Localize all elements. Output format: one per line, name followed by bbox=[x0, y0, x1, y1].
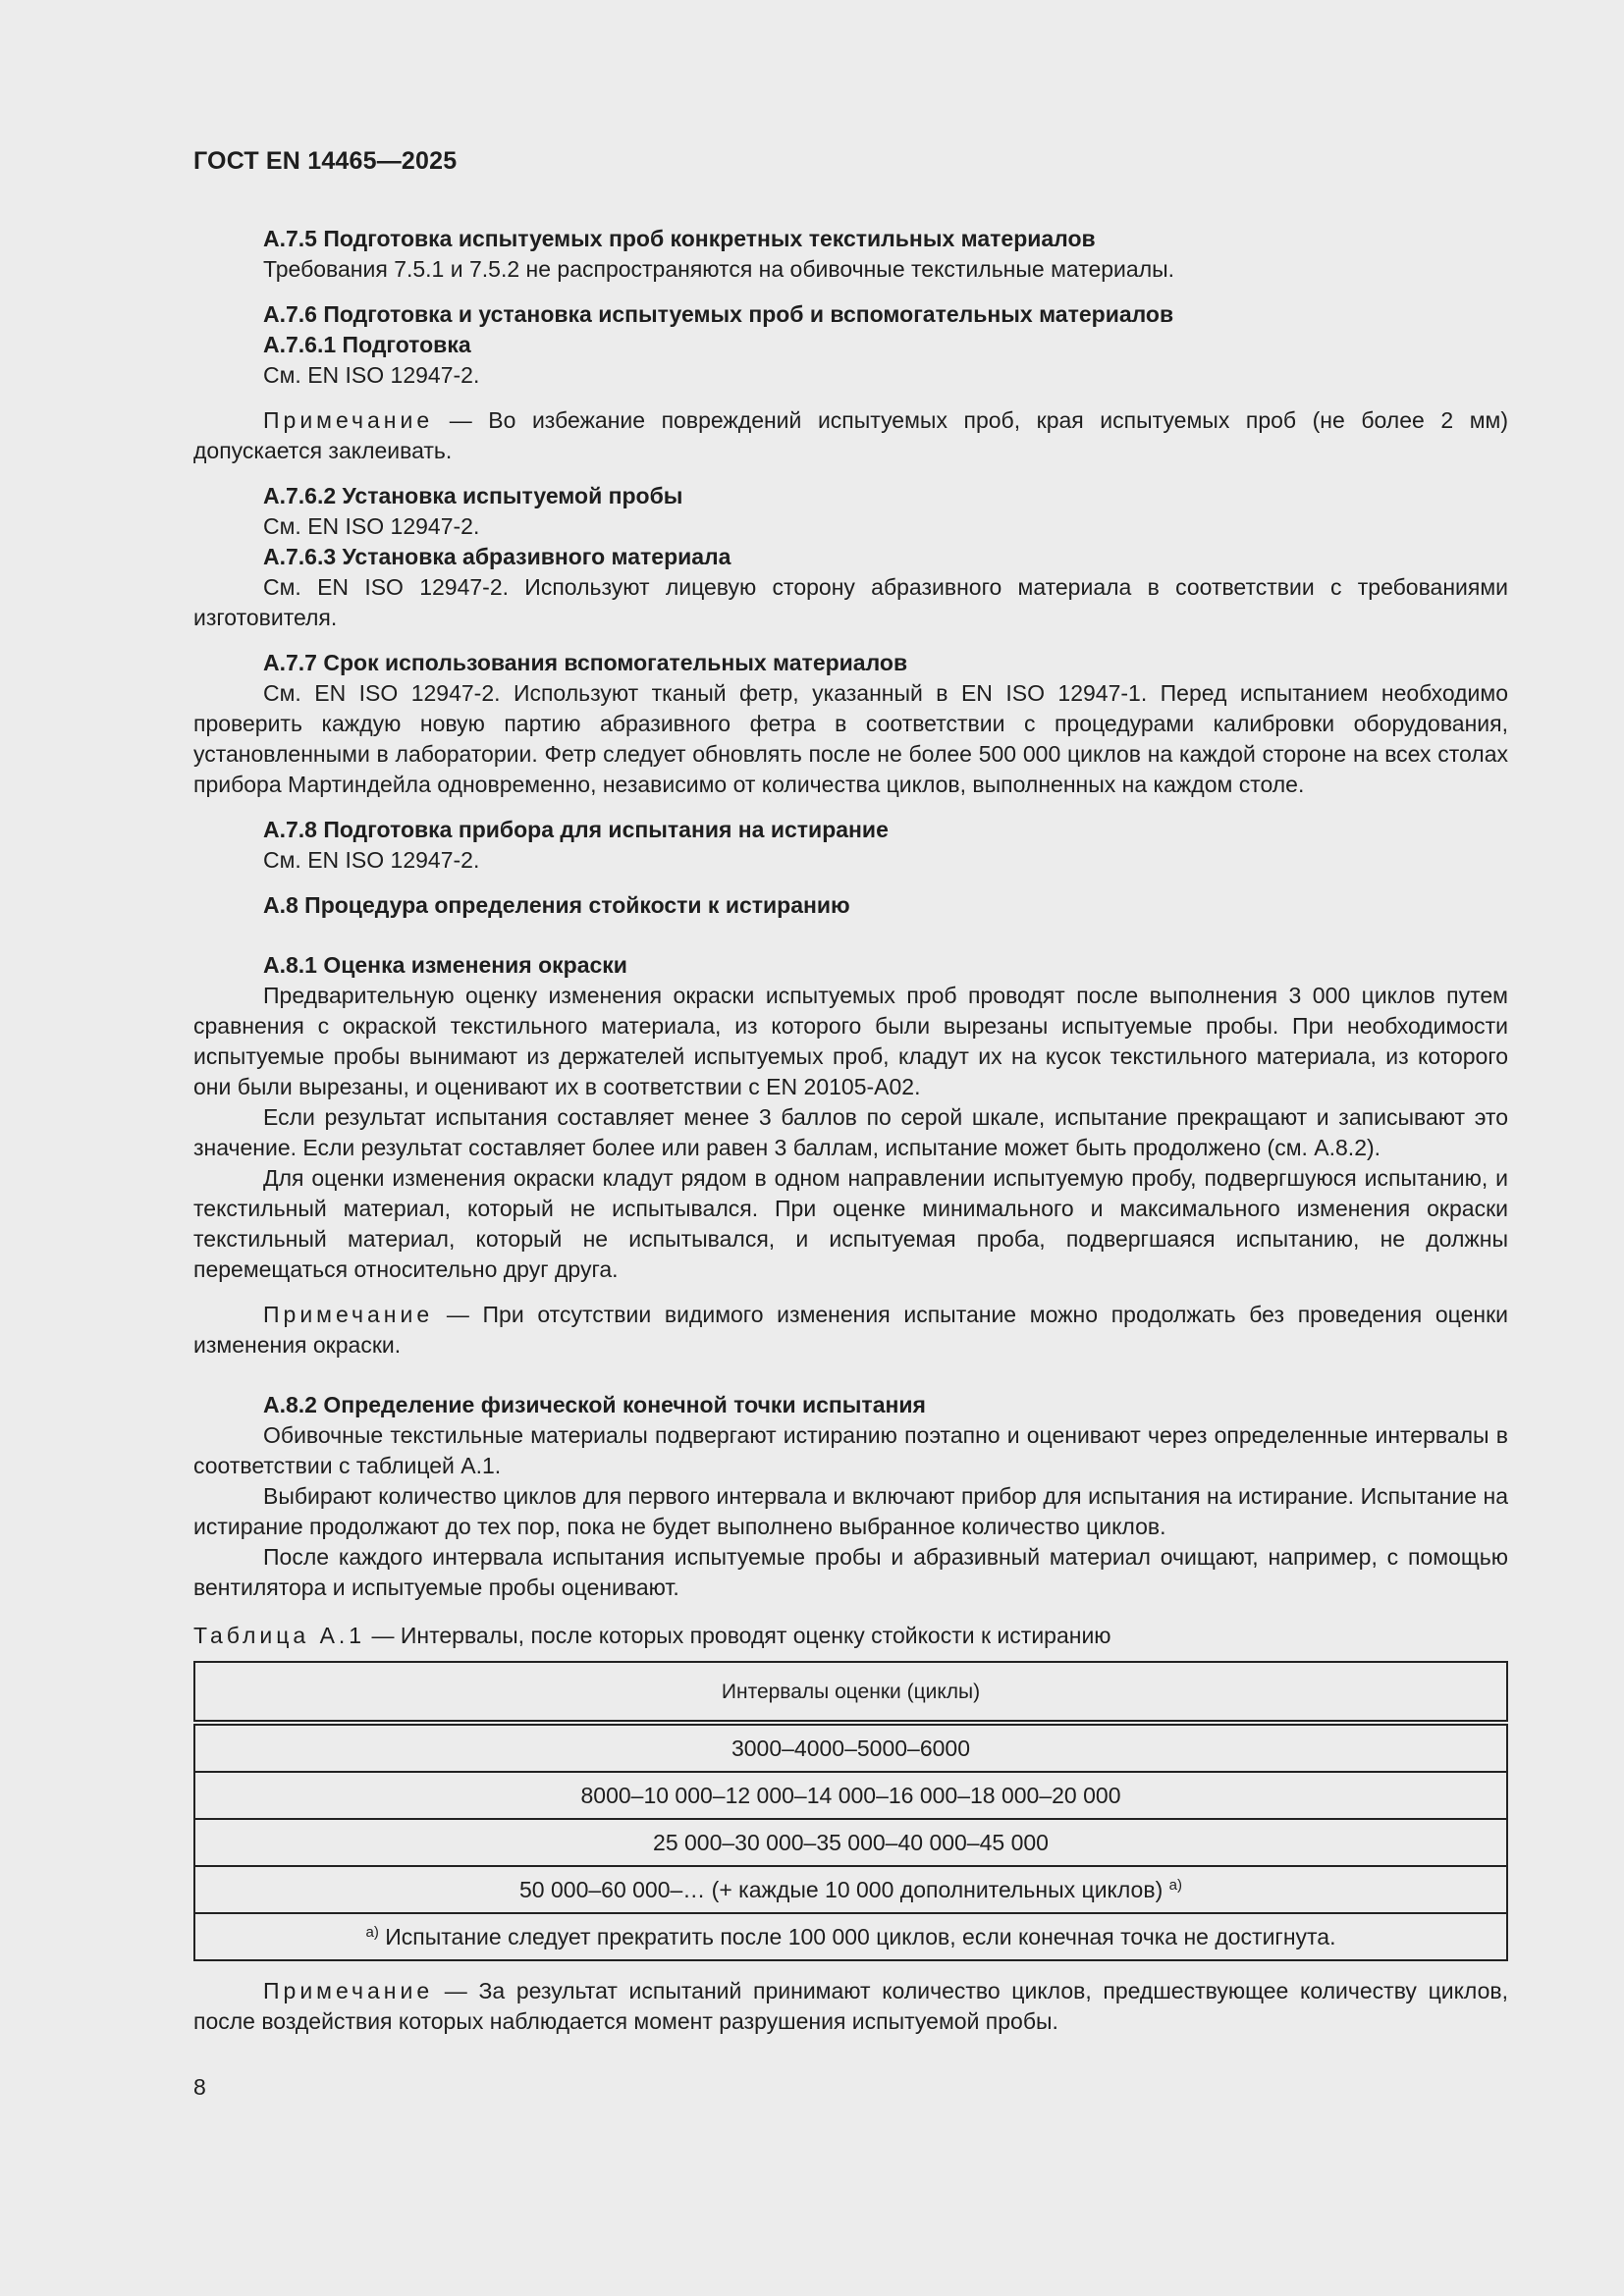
table-row bbox=[194, 1866, 1507, 1913]
section-a762-text: См. EN ISO 12947-2. bbox=[263, 513, 480, 539]
table-row bbox=[194, 1819, 1507, 1866]
footnote-marker: а) bbox=[1168, 1876, 1182, 1894]
note-label: Примечание bbox=[263, 1978, 434, 2003]
document-header: ГОСТ EN 14465—2025 bbox=[193, 147, 458, 175]
page-number: 8 bbox=[193, 2074, 206, 2100]
table-footnote-cell bbox=[194, 1913, 1507, 1960]
table-header-row bbox=[194, 1662, 1507, 1723]
section-a761-text: См. EN ISO 12947-2. bbox=[263, 362, 480, 388]
section-a77-text: См. EN ISO 12947-2. Используют тканый фетр, указанный в EN ISO 12947-1. Перед испытанием необходимо проверить каждую новую партию абразивного фетра в соответствии с процедурами калибровки оборудования, установленными в лаборатории. Фетр следует обновлять после не более 500 000 циклов на каждой стороне на всех столах прибора Мартиндейла одновременно, независимо от количества циклов, выполненных на каждом столе. bbox=[193, 680, 1508, 797]
section-a761-title: А.7.6.1 Подготовка bbox=[263, 332, 471, 357]
section-a763-title: А.7.6.3 Установка абразивного материала bbox=[263, 544, 731, 569]
section-a76-title: А.7.6 Подготовка и установка испытуемых проб и вспомогательных материалов bbox=[263, 301, 1174, 327]
table-cell-text: 50 000–60 000–… (+ каждые 10 000 дополнительных циклов) bbox=[519, 1876, 1164, 1902]
section-a82-p2: Выбирают количество циклов для первого интервала и включают прибор для испытания на истирание. Испытание на истирание продолжают до тех пор, пока не будет выполнено выбранное количество циклов. bbox=[193, 1483, 1508, 1539]
final-note bbox=[193, 1976, 1508, 2037]
section-a8-title: А.8 Процедура определения стойкости к истиранию bbox=[263, 892, 850, 918]
section-a81-p1: Предварительную оценку изменения окраски испытуемых проб проводят после выполнения 3 000 циклов путем сравнения с окраской текстильного материала, из которого были вырезаны испытуемые пробы. При необходимости испытуемые пробы вынимают из держателей испытуемых проб, кладут их на кусок текстильного материала, из которого они были вырезаны, и оценивают их в соответствии с EN 20105-A02. bbox=[193, 983, 1508, 1099]
section-a81-title: А.8.1 Оценка изменения окраски bbox=[263, 952, 627, 978]
section-a75-text: Требования 7.5.1 и 7.5.2 не распространяются на обивочные текстильные материалы. bbox=[263, 256, 1175, 282]
note-text: — При отсутствии видимого изменения испытание можно продолжать без проведения оценки изменения окраски. bbox=[193, 1302, 1508, 1358]
footnote-marker: а) bbox=[365, 1923, 379, 1941]
table-footnote-row bbox=[194, 1913, 1507, 1960]
section-a78-text: См. EN ISO 12947-2. bbox=[263, 847, 480, 873]
section-a82-title: А.8.2 Определение физической конечной точки испытания bbox=[263, 1392, 926, 1417]
table-cell: 8000–10 000–12 000–14 000–16 000–18 000–20 000 bbox=[194, 1772, 1507, 1819]
section-a762-title: А.7.6.2 Установка испытуемой пробы bbox=[263, 483, 683, 508]
table-footnote-text: Испытание следует прекратить после 100 000 циклов, если конечная точка не достигнута. bbox=[378, 1923, 1336, 1949]
document-body bbox=[193, 224, 1508, 2037]
table-cell: 3000–4000–5000–6000 bbox=[194, 1723, 1507, 1772]
note-label: Примечание bbox=[263, 1302, 434, 1327]
table-cell: 25 000–30 000–35 000–40 000–45 000 bbox=[194, 1819, 1507, 1866]
section-a82-p1: Обивочные текстильные материалы подвергают истиранию поэтапно и оценивают через определенные интервалы в соответствии с таблицей А.1. bbox=[193, 1422, 1508, 1478]
table-row bbox=[194, 1772, 1507, 1819]
section-a82-p3: После каждого интервала испытания испытуемые пробы и абразивный материал очищают, например, с помощью вентилятора и испытуемые пробы оценивают. bbox=[193, 1544, 1508, 1600]
table-caption bbox=[193, 1621, 1508, 1651]
section-a77-title: А.7.7 Срок использования вспомогательных материалов bbox=[263, 650, 908, 675]
table-caption-label: Таблица А.1 bbox=[193, 1623, 366, 1648]
note-text: — За результат испытаний принимают количество циклов, предшествующее количеству циклов, после воздействия которых наблюдается момент разрушения испытуемой пробы. bbox=[193, 1978, 1508, 2034]
table-header-cell: Интервалы оценки (циклы) bbox=[194, 1662, 1507, 1723]
note-label: Примечание bbox=[263, 407, 434, 433]
intervals-table bbox=[193, 1661, 1508, 1961]
section-a763-text: См. EN ISO 12947-2. Используют лицевую сторону абразивного материала в соответствии с требованиями изготовителя. bbox=[193, 574, 1508, 630]
section-a78-title: А.7.8 Подготовка прибора для испытания на истирание bbox=[263, 817, 889, 842]
section-a75-title: А.7.5 Подготовка испытуемых проб конкретных текстильных материалов bbox=[263, 226, 1096, 251]
table-row bbox=[194, 1723, 1507, 1772]
table-caption-text: — Интервалы, после которых проводят оценку стойкости к истиранию bbox=[365, 1623, 1111, 1648]
section-a81-p2: Если результат испытания составляет менее 3 баллов по серой шкале, испытание прекращают и записывают это значение. Если результат составляет более или равен 3 баллам, испытание может быть продолжено (см. А.8.2). bbox=[193, 1104, 1508, 1160]
note-a81 bbox=[193, 1300, 1508, 1361]
table-cell-with-footnote bbox=[194, 1866, 1507, 1913]
note-a76 bbox=[193, 405, 1508, 466]
section-a81-p3: Для оценки изменения окраски кладут рядом в одном направлении испытуемую пробу, подвергшуюся испытанию, и текстильный материал, который не испытывался. При оценке минимального и максимального изменения окраски текстильный материал, который не испытывался, и испытуемая проба, подвергшаяся испытанию, не должны перемещаться относительно друг друга. bbox=[193, 1165, 1508, 1282]
note-text: — Во избежание повреждений испытуемых проб, края испытуемых проб (не более 2 мм) допускается заклеивать. bbox=[193, 407, 1508, 463]
